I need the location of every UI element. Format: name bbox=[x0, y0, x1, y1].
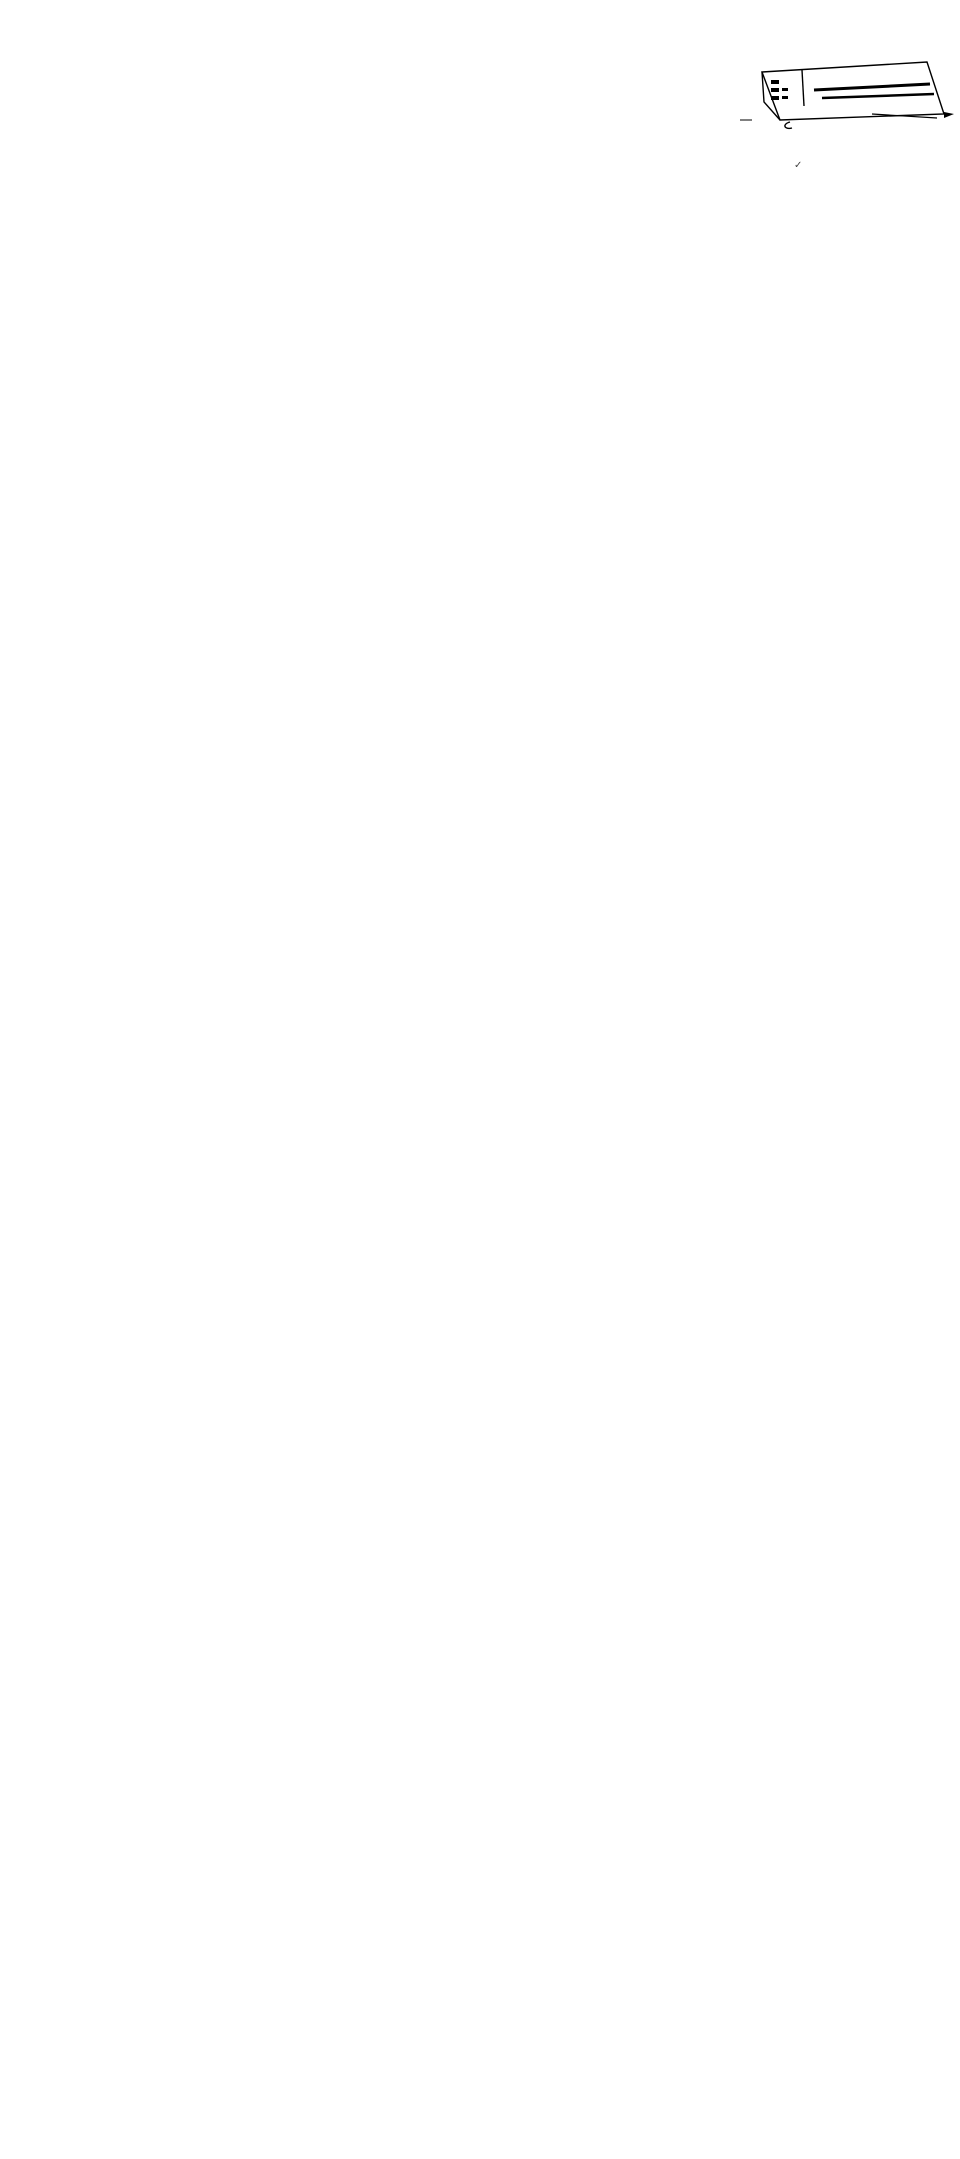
svg-text:✓: ✓ bbox=[794, 160, 803, 171]
unused17 bbox=[752, 700, 960, 701]
unused50 bbox=[752, 700, 753, 701]
unused21 bbox=[752, 710, 753, 711]
unused51 bbox=[752, 698, 753, 699]
unused6 bbox=[752, 705, 753, 706]
unused250 bbox=[752, 712, 960, 713]
indoor-unit-pipe-directions-figure bbox=[722, 58, 960, 182]
unused bbox=[752, 712, 960, 2159]
